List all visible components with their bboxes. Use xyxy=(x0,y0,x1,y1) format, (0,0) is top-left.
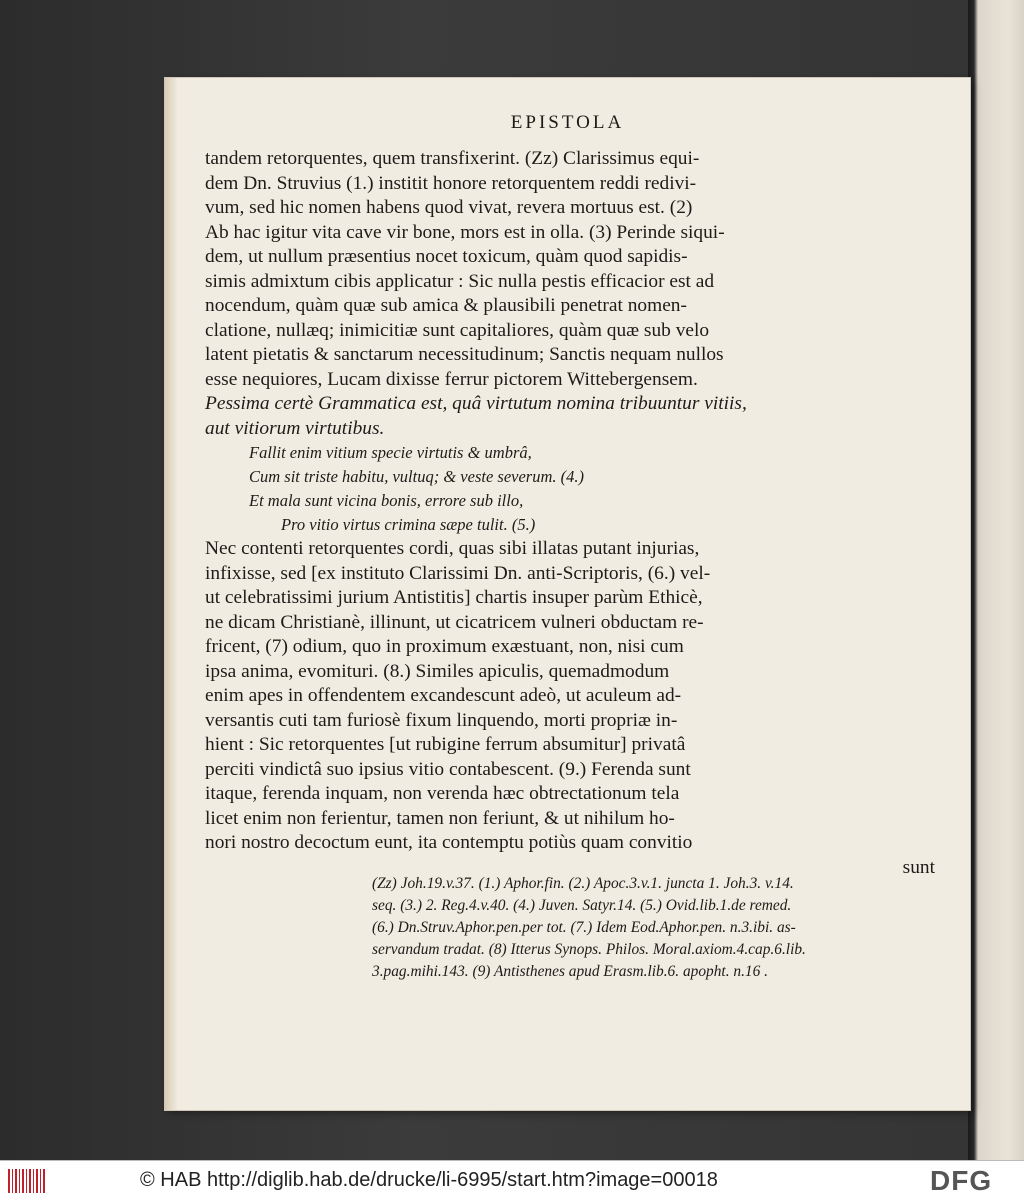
text-line: Pessima certè Grammatica est, quâ virtutum nomina tribuuntur vitiis, xyxy=(205,393,747,414)
text-line: Nec contenti retorquentes cordi, quas sibi illatas putant injurias, xyxy=(205,538,700,559)
text-line: infixisse, sed [ex instituto Clarissimi Dn. anti-Scriptoris, (6.) vel- xyxy=(205,562,711,584)
running-head: EPISTOLA xyxy=(510,112,625,133)
text-line: simis admixtum cibis applicatur : Sic nulla pestis efficacior est ad xyxy=(205,270,715,292)
text-line: hient : Sic retorquentes [ut rubigine ferrum absumitur] privatâ xyxy=(205,734,686,755)
text-line: fricent, (7) odium, quo in proximum exæstuant, non, nisi cum xyxy=(205,636,684,657)
text-line: dem Dn. Struvius (1.) institit honore retorquentem reddi redivi- xyxy=(205,172,697,194)
text-line: vum, sed hic nomen habens quod vivat, revera mortuus est. (2) xyxy=(205,197,693,218)
text-line: ne dicam Christianè, illinunt, ut cicatricem vulneri obductam re- xyxy=(205,611,704,633)
text-line: latent pietatis & sanctarum necessitudinum; Sanctis nequam nullos xyxy=(205,344,724,365)
text-line: Ab hac igitur vita cave vir bone, mors est in olla. (3) Perinde siqui- xyxy=(205,221,725,243)
copyright-link[interactable]: © HAB http://diglib.hab.de/drucke/li-6995/start.htm?image=00018 xyxy=(140,1169,718,1191)
text-line: esse nequiores, Lucam dixisse ferrur pictorem Wittebergensem. xyxy=(205,368,698,390)
text-line: nocendum, quàm quæ sub amica & plausibili penetrat nomen- xyxy=(205,295,687,316)
dfg-logo: DFG xyxy=(930,1165,993,1196)
viewer-footer xyxy=(0,1160,1024,1200)
text-line: licet enim non ferientur, tamen non feriunt, & ut nihilum ho- xyxy=(205,807,675,829)
text-line: tandem retorquentes, quem transfixerint. (Zz) Clarissimus equi- xyxy=(205,148,700,169)
footnote-line: seq. (3.) 2. Reg.4.v.40. (4.) Juven. Satyr.14. (5.) Ovid.lib.1.de remed. xyxy=(372,897,792,914)
text-line: dem, ut nullum præsentius nocet toxicum, quàm quod sapidis- xyxy=(205,246,688,267)
verse-line: Cum sit triste habitu, vultuq; & veste severum. (4.) xyxy=(249,467,584,486)
footnote-line: (Zz) Joh.19.v.37. (1.) Aphor.fin. (2.) Apoc.3.v.1. juncta 1. Joh.3. v.14. xyxy=(372,875,794,892)
text-line: nori nostro decoctum eunt, ita contemptu potiùs quam convitio xyxy=(205,832,693,853)
text-line: aut vitiorum virtutibus. xyxy=(205,417,385,439)
footnote-line: 3.pag.mihi.143. (9) Antisthenes apud Erasm.lib.6. apopht. n.16 . xyxy=(372,963,769,980)
footnotes xyxy=(372,873,940,983)
verse-line: Et mala sunt vicina bonis, errore sub illo, xyxy=(249,491,524,510)
verse-line: Fallit enim vitium specie virtutis & umbrâ, xyxy=(249,443,532,462)
text-line: enim apes in offendentem excandescunt adeò, ut aculeum ad- xyxy=(205,685,682,706)
text-line: clatione, nullæq; inimicitiæ sunt capitaliores, quàm quæ sub velo xyxy=(205,319,710,341)
main-text xyxy=(205,147,935,880)
adjacent-page-edge xyxy=(968,0,1024,1160)
text-line: versantis cuti tam furiosè fixum linquendo, morti propriæ in- xyxy=(205,709,678,731)
catchword: sunt xyxy=(902,856,935,878)
footnote-line: servandum tradat. (8) Itterus Synops. Philos. Moral.axiom.4.cap.6.lib. xyxy=(372,941,806,958)
text-line: ut celebratissimi jurium Antistitis] chartis insuper parùm Ethicè, xyxy=(205,587,703,608)
barcode-icon xyxy=(8,1169,46,1193)
text-line: ipsa anima, evomituri. (8.) Similes apiculis, quemadmodum xyxy=(205,660,670,682)
footnote-line: (6.) Dn.Struv.Aphor.pen.per tot. (7.) Idem Eod.Aphor.pen. n.3.ibi. as- xyxy=(372,919,796,936)
verse-line: Pro vitio virtus crimina sæpe tulit. (5.) xyxy=(281,515,536,534)
text-line: itaque, ferenda inquam, non verenda hæc obtrectationum tela xyxy=(205,783,680,804)
text-line: perciti vindictâ suo ipsius vitio contabescent. (9.) Ferenda sunt xyxy=(205,758,691,780)
